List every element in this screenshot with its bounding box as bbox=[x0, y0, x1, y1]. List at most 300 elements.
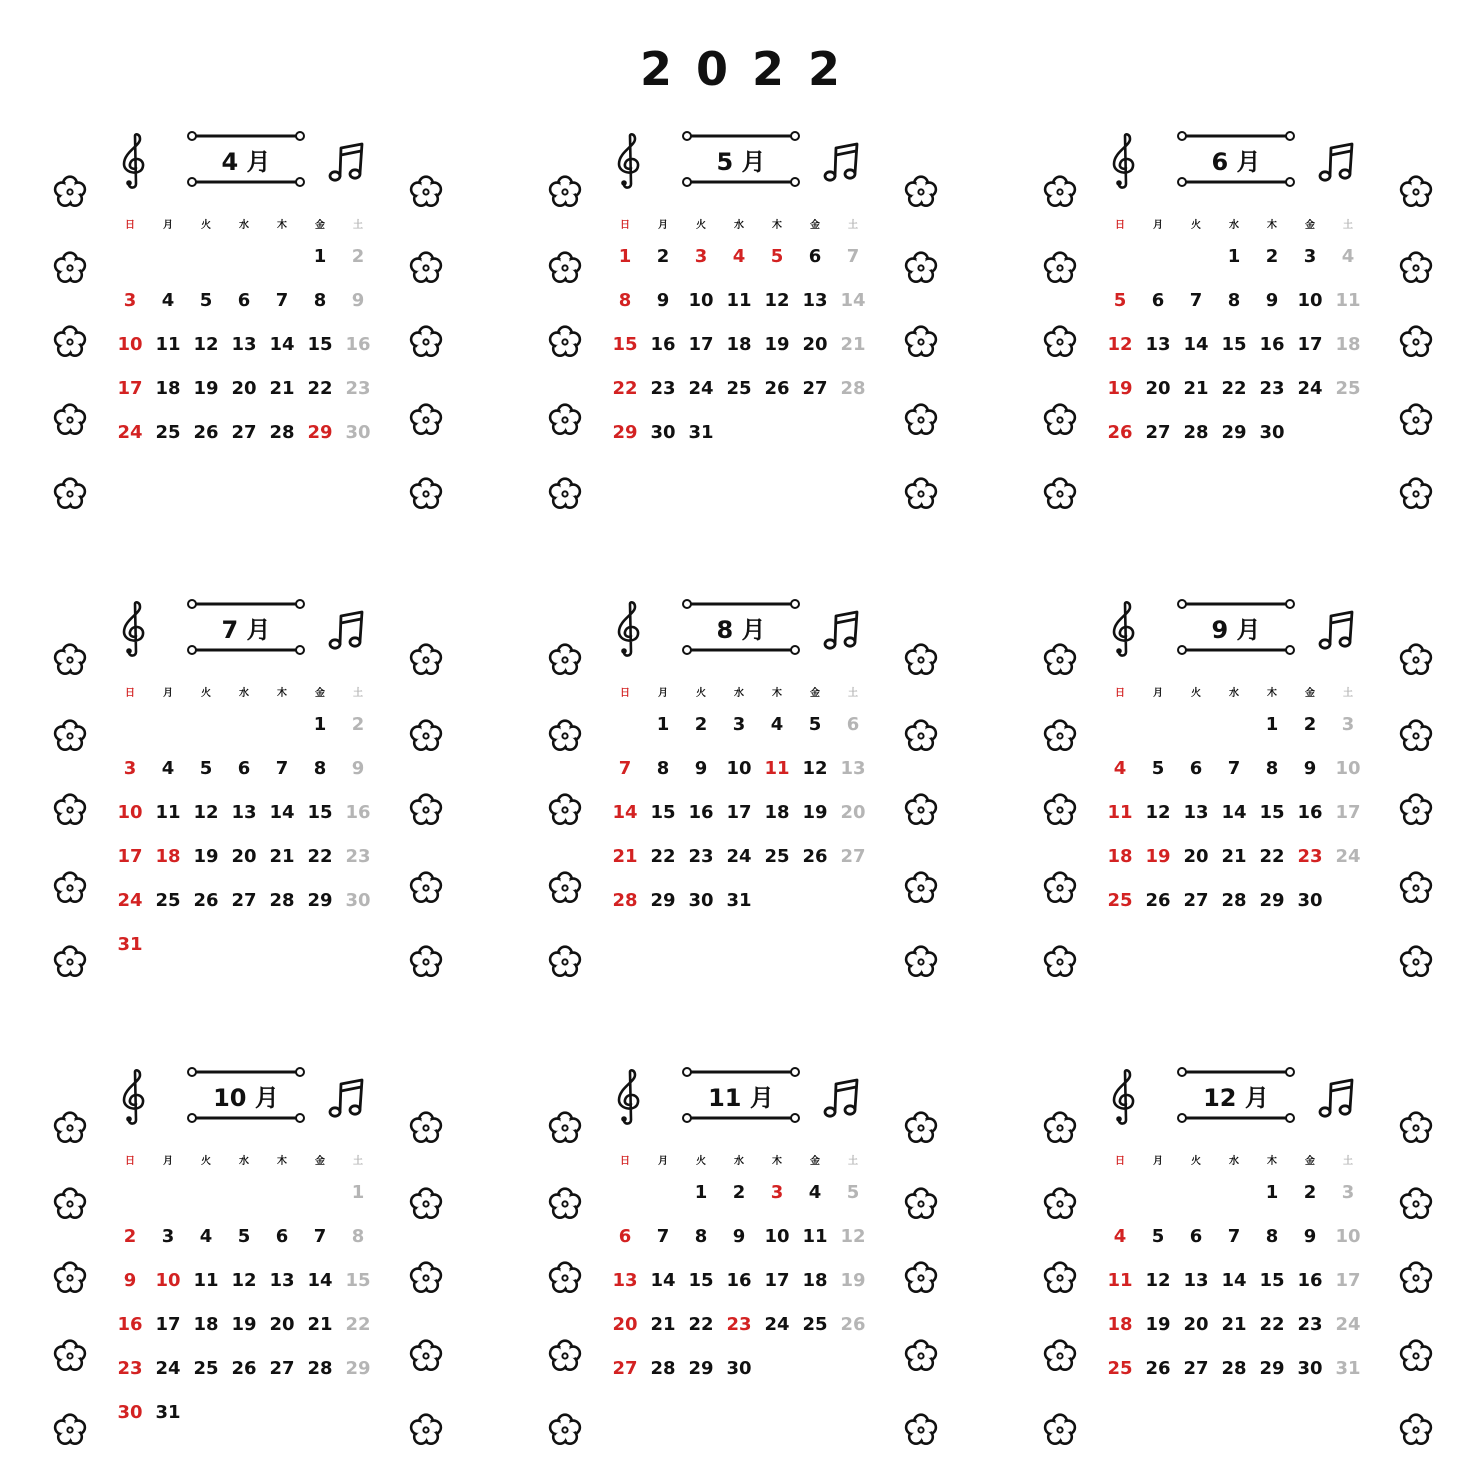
day-cell: 9 bbox=[1303, 1226, 1317, 1247]
treble-clef-icon bbox=[1106, 600, 1142, 660]
flower-icon bbox=[547, 642, 583, 678]
day-cell: 8 bbox=[313, 290, 327, 311]
day-cell: 22 bbox=[1259, 846, 1285, 867]
day-cell: 26 bbox=[193, 422, 219, 443]
day-cell: 30 bbox=[1297, 890, 1323, 911]
weekday-label: 火 bbox=[1191, 220, 1201, 231]
treble-clef-icon bbox=[1106, 132, 1142, 192]
day-cell: 18 bbox=[802, 1270, 828, 1291]
flower-icon bbox=[1398, 324, 1434, 360]
flower-icon bbox=[1398, 1260, 1434, 1296]
day-cell: 6 bbox=[808, 246, 822, 267]
day-cell: 7 bbox=[1189, 290, 1203, 311]
day-cell: 18 bbox=[764, 802, 790, 823]
day-cell: 13 bbox=[612, 1270, 638, 1291]
day-cell: 12 bbox=[764, 290, 790, 311]
year-title: 2022 bbox=[639, 42, 865, 96]
day-cell: 8 bbox=[313, 758, 327, 779]
day-cell: 21 bbox=[269, 846, 295, 867]
flower-icon bbox=[52, 250, 88, 286]
day-cell: 2 bbox=[351, 246, 365, 267]
flower-icon bbox=[408, 250, 444, 286]
day-cell: 26 bbox=[840, 1314, 866, 1335]
day-cell: 2 bbox=[656, 246, 670, 267]
flower-icon bbox=[1042, 402, 1078, 438]
flower-icon bbox=[52, 1260, 88, 1296]
day-cell: 14 bbox=[840, 290, 866, 311]
day-cell: 27 bbox=[1183, 890, 1209, 911]
flower-icon bbox=[52, 1338, 88, 1374]
day-cell: 13 bbox=[231, 334, 257, 355]
title-rule-line bbox=[186, 644, 306, 656]
weekday-label: 日 bbox=[620, 688, 630, 699]
day-cell: 31 bbox=[117, 934, 143, 955]
day-cell: 28 bbox=[1183, 422, 1209, 443]
day-cell: 25 bbox=[193, 1358, 219, 1379]
day-cell: 6 bbox=[1151, 290, 1165, 311]
day-cell: 23 bbox=[726, 1314, 752, 1335]
day-cell: 25 bbox=[1107, 1358, 1133, 1379]
day-cell: 1 bbox=[694, 1182, 708, 1203]
day-cell: 26 bbox=[1145, 890, 1171, 911]
day-cell: 1 bbox=[1265, 714, 1279, 735]
beamed-notes-icon bbox=[821, 1076, 865, 1122]
day-cell: 4 bbox=[770, 714, 784, 735]
weekday-label: 土 bbox=[848, 220, 858, 231]
day-cell: 18 bbox=[155, 378, 181, 399]
weekday-label: 木 bbox=[1267, 688, 1277, 699]
month-title: 5 月 bbox=[716, 148, 766, 176]
day-cell: 5 bbox=[199, 758, 213, 779]
month-title: 6 月 bbox=[1211, 148, 1261, 176]
day-cell: 29 bbox=[307, 890, 333, 911]
weekday-label: 水 bbox=[734, 220, 744, 231]
title-rule-line bbox=[186, 598, 306, 610]
day-cell: 8 bbox=[1227, 290, 1241, 311]
day-cell: 4 bbox=[1113, 1226, 1127, 1247]
day-cell: 14 bbox=[1221, 802, 1247, 823]
day-cell: 22 bbox=[1259, 1314, 1285, 1335]
day-cell: 2 bbox=[1265, 246, 1279, 267]
weekday-label: 日 bbox=[620, 220, 630, 231]
month-title: 12 月 bbox=[1203, 1084, 1269, 1112]
day-cell: 15 bbox=[307, 802, 333, 823]
day-cell: 23 bbox=[345, 378, 371, 399]
flower-icon bbox=[1398, 870, 1434, 906]
day-cell: 22 bbox=[688, 1314, 714, 1335]
day-cell: 17 bbox=[117, 846, 143, 867]
day-cell: 16 bbox=[650, 334, 676, 355]
day-cell: 4 bbox=[732, 246, 746, 267]
weekday-label: 水 bbox=[239, 220, 249, 231]
day-cell: 28 bbox=[307, 1358, 333, 1379]
month-block bbox=[545, 598, 945, 998]
flower-icon bbox=[1398, 402, 1434, 438]
day-cell: 27 bbox=[802, 378, 828, 399]
day-cell: 22 bbox=[612, 378, 638, 399]
day-cell: 14 bbox=[612, 802, 638, 823]
day-cell: 2 bbox=[1303, 1182, 1317, 1203]
flower-icon bbox=[1398, 792, 1434, 828]
title-rule-line bbox=[186, 176, 306, 188]
day-cell: 21 bbox=[1221, 1314, 1247, 1335]
day-cell: 31 bbox=[1335, 1358, 1361, 1379]
flower-icon bbox=[903, 402, 939, 438]
day-cell: 18 bbox=[193, 1314, 219, 1335]
day-cell: 8 bbox=[618, 290, 632, 311]
day-cell: 2 bbox=[1303, 714, 1317, 735]
weekday-label: 金 bbox=[315, 220, 325, 231]
day-cell: 21 bbox=[1221, 846, 1247, 867]
day-cell: 26 bbox=[1107, 422, 1133, 443]
day-cell: 21 bbox=[650, 1314, 676, 1335]
day-cell: 9 bbox=[351, 758, 365, 779]
day-cell: 3 bbox=[694, 246, 708, 267]
day-cell: 23 bbox=[688, 846, 714, 867]
flower-icon bbox=[408, 402, 444, 438]
title-rule-line bbox=[681, 1066, 801, 1078]
day-cell: 28 bbox=[612, 890, 638, 911]
day-cell: 6 bbox=[846, 714, 860, 735]
day-cell: 27 bbox=[231, 890, 257, 911]
flower-icon bbox=[1398, 718, 1434, 754]
flower-icon bbox=[903, 1110, 939, 1146]
day-cell: 10 bbox=[726, 758, 752, 779]
day-cell: 10 bbox=[117, 802, 143, 823]
flower-icon bbox=[1042, 1186, 1078, 1222]
day-cell: 8 bbox=[1265, 1226, 1279, 1247]
day-cell: 18 bbox=[1107, 846, 1133, 867]
day-cell: 25 bbox=[764, 846, 790, 867]
month-title: 10 月 bbox=[213, 1084, 279, 1112]
month-block bbox=[1040, 1066, 1440, 1466]
day-cell: 4 bbox=[808, 1182, 822, 1203]
day-cell: 30 bbox=[1259, 422, 1285, 443]
flower-icon bbox=[1398, 944, 1434, 980]
weekday-label: 月 bbox=[1153, 1156, 1163, 1167]
day-cell: 15 bbox=[1221, 334, 1247, 355]
day-cell: 22 bbox=[345, 1314, 371, 1335]
day-cell: 5 bbox=[770, 246, 784, 267]
day-cell: 23 bbox=[1297, 1314, 1323, 1335]
day-cell: 31 bbox=[726, 890, 752, 911]
weekday-label: 金 bbox=[315, 1156, 325, 1167]
day-cell: 9 bbox=[732, 1226, 746, 1247]
flower-icon bbox=[1042, 1338, 1078, 1374]
flower-icon bbox=[1042, 476, 1078, 512]
treble-clef-icon bbox=[116, 1068, 152, 1128]
flower-icon bbox=[1398, 1412, 1434, 1448]
day-cell: 30 bbox=[345, 422, 371, 443]
day-cell: 10 bbox=[155, 1270, 181, 1291]
day-cell: 12 bbox=[802, 758, 828, 779]
day-cell: 10 bbox=[688, 290, 714, 311]
day-cell: 23 bbox=[1297, 846, 1323, 867]
day-cell: 26 bbox=[802, 846, 828, 867]
day-cell: 18 bbox=[1107, 1314, 1133, 1335]
day-cell: 25 bbox=[726, 378, 752, 399]
flower-icon bbox=[408, 944, 444, 980]
title-rule-line bbox=[681, 1112, 801, 1124]
day-cell: 29 bbox=[1259, 890, 1285, 911]
flower-icon bbox=[408, 1260, 444, 1296]
flower-icon bbox=[547, 792, 583, 828]
day-cell: 28 bbox=[1221, 1358, 1247, 1379]
flower-icon bbox=[1042, 642, 1078, 678]
flower-icon bbox=[903, 1338, 939, 1374]
day-cell: 1 bbox=[1227, 246, 1241, 267]
flower-icon bbox=[547, 402, 583, 438]
day-cell: 11 bbox=[155, 802, 181, 823]
title-rule-line bbox=[681, 176, 801, 188]
weekday-label: 月 bbox=[163, 688, 173, 699]
flower-icon bbox=[408, 1186, 444, 1222]
day-cell: 11 bbox=[1107, 1270, 1133, 1291]
flower-icon bbox=[903, 870, 939, 906]
day-cell: 29 bbox=[1259, 1358, 1285, 1379]
weekday-label: 火 bbox=[696, 1156, 706, 1167]
flower-icon bbox=[903, 1186, 939, 1222]
beamed-notes-icon bbox=[821, 140, 865, 186]
weekday-label: 金 bbox=[1305, 1156, 1315, 1167]
day-cell: 20 bbox=[1183, 1314, 1209, 1335]
month-block bbox=[50, 598, 450, 998]
weekday-label: 水 bbox=[1229, 220, 1239, 231]
day-cell: 25 bbox=[155, 890, 181, 911]
beamed-notes-icon bbox=[326, 140, 370, 186]
day-cell: 11 bbox=[764, 758, 790, 779]
day-cell: 16 bbox=[345, 802, 371, 823]
flower-icon bbox=[547, 1110, 583, 1146]
day-cell: 8 bbox=[351, 1226, 365, 1247]
flower-icon bbox=[547, 1338, 583, 1374]
day-cell: 12 bbox=[840, 1226, 866, 1247]
day-cell: 2 bbox=[732, 1182, 746, 1203]
day-cell: 27 bbox=[1183, 1358, 1209, 1379]
weekday-label: 月 bbox=[163, 1156, 173, 1167]
day-cell: 29 bbox=[688, 1358, 714, 1379]
month-block bbox=[50, 1066, 450, 1466]
month-block bbox=[1040, 598, 1440, 998]
day-cell: 17 bbox=[726, 802, 752, 823]
day-cell: 20 bbox=[269, 1314, 295, 1335]
day-cell: 4 bbox=[199, 1226, 213, 1247]
flower-icon bbox=[52, 324, 88, 360]
weekday-label: 日 bbox=[125, 1156, 135, 1167]
day-cell: 28 bbox=[1221, 890, 1247, 911]
weekday-label: 土 bbox=[353, 688, 363, 699]
day-cell: 27 bbox=[269, 1358, 295, 1379]
day-cell: 26 bbox=[193, 890, 219, 911]
title-rule-line bbox=[186, 1066, 306, 1078]
treble-clef-icon bbox=[116, 600, 152, 660]
day-cell: 14 bbox=[1183, 334, 1209, 355]
day-cell: 11 bbox=[726, 290, 752, 311]
day-cell: 19 bbox=[1145, 1314, 1171, 1335]
flower-icon bbox=[547, 944, 583, 980]
day-cell: 19 bbox=[1107, 378, 1133, 399]
day-cell: 24 bbox=[1297, 378, 1323, 399]
weekday-label: 土 bbox=[1343, 1156, 1353, 1167]
day-cell: 5 bbox=[1151, 1226, 1165, 1247]
flower-icon bbox=[903, 324, 939, 360]
day-cell: 3 bbox=[770, 1182, 784, 1203]
weekday-label: 金 bbox=[1305, 220, 1315, 231]
flower-icon bbox=[903, 718, 939, 754]
day-cell: 19 bbox=[193, 846, 219, 867]
weekday-label: 木 bbox=[772, 1156, 782, 1167]
weekday-label: 金 bbox=[1305, 688, 1315, 699]
flower-icon bbox=[52, 718, 88, 754]
day-cell: 25 bbox=[1107, 890, 1133, 911]
weekday-label: 土 bbox=[1343, 220, 1353, 231]
day-cell: 24 bbox=[1335, 846, 1361, 867]
day-cell: 29 bbox=[650, 890, 676, 911]
day-cell: 2 bbox=[694, 714, 708, 735]
day-cell: 30 bbox=[1297, 1358, 1323, 1379]
weekday-label: 月 bbox=[1153, 688, 1163, 699]
flower-icon bbox=[52, 174, 88, 210]
day-cell: 10 bbox=[1335, 758, 1361, 779]
day-cell: 4 bbox=[1341, 246, 1355, 267]
day-cell: 2 bbox=[351, 714, 365, 735]
day-cell: 15 bbox=[1259, 1270, 1285, 1291]
weekday-label: 月 bbox=[658, 688, 668, 699]
day-cell: 21 bbox=[307, 1314, 333, 1335]
day-cell: 5 bbox=[808, 714, 822, 735]
flower-icon bbox=[903, 1260, 939, 1296]
month-title: 8 月 bbox=[716, 616, 766, 644]
title-rule-line bbox=[1176, 130, 1296, 142]
day-cell: 29 bbox=[307, 422, 333, 443]
day-cell: 3 bbox=[1303, 246, 1317, 267]
flower-icon bbox=[52, 1186, 88, 1222]
day-cell: 16 bbox=[1259, 334, 1285, 355]
day-cell: 11 bbox=[193, 1270, 219, 1291]
treble-clef-icon bbox=[611, 600, 647, 660]
day-cell: 21 bbox=[840, 334, 866, 355]
flower-icon bbox=[1398, 1110, 1434, 1146]
day-cell: 7 bbox=[313, 1226, 327, 1247]
flower-icon bbox=[1398, 250, 1434, 286]
day-cell: 7 bbox=[275, 758, 289, 779]
day-cell: 9 bbox=[694, 758, 708, 779]
weekday-label: 金 bbox=[810, 220, 820, 231]
weekday-label: 日 bbox=[1115, 220, 1125, 231]
day-cell: 3 bbox=[1341, 1182, 1355, 1203]
beamed-notes-icon bbox=[326, 608, 370, 654]
day-cell: 29 bbox=[1221, 422, 1247, 443]
day-cell: 27 bbox=[612, 1358, 638, 1379]
flower-icon bbox=[547, 250, 583, 286]
day-cell: 6 bbox=[1189, 758, 1203, 779]
day-cell: 1 bbox=[656, 714, 670, 735]
day-cell: 17 bbox=[764, 1270, 790, 1291]
day-cell: 1 bbox=[618, 246, 632, 267]
weekday-label: 土 bbox=[1343, 688, 1353, 699]
day-cell: 23 bbox=[117, 1358, 143, 1379]
day-cell: 29 bbox=[612, 422, 638, 443]
weekday-label: 水 bbox=[734, 688, 744, 699]
flower-icon bbox=[1042, 718, 1078, 754]
flower-icon bbox=[903, 174, 939, 210]
flower-icon bbox=[408, 792, 444, 828]
weekday-label: 木 bbox=[1267, 220, 1277, 231]
weekday-label: 木 bbox=[277, 220, 287, 231]
day-cell: 4 bbox=[1113, 758, 1127, 779]
day-cell: 16 bbox=[117, 1314, 143, 1335]
flower-icon bbox=[903, 944, 939, 980]
month-block bbox=[50, 130, 450, 530]
flower-icon bbox=[52, 642, 88, 678]
title-rule-line bbox=[681, 644, 801, 656]
day-cell: 24 bbox=[764, 1314, 790, 1335]
flower-icon bbox=[1042, 944, 1078, 980]
day-cell: 18 bbox=[1335, 334, 1361, 355]
day-cell: 30 bbox=[650, 422, 676, 443]
day-cell: 4 bbox=[161, 758, 175, 779]
day-cell: 24 bbox=[117, 422, 143, 443]
flower-icon bbox=[1042, 1260, 1078, 1296]
day-cell: 15 bbox=[345, 1270, 371, 1291]
beamed-notes-icon bbox=[1316, 140, 1360, 186]
flower-icon bbox=[1042, 324, 1078, 360]
day-cell: 20 bbox=[612, 1314, 638, 1335]
day-cell: 4 bbox=[161, 290, 175, 311]
weekday-label: 火 bbox=[201, 220, 211, 231]
weekday-label: 金 bbox=[315, 688, 325, 699]
day-cell: 27 bbox=[840, 846, 866, 867]
day-cell: 11 bbox=[1335, 290, 1361, 311]
day-cell: 17 bbox=[117, 378, 143, 399]
title-rule-line bbox=[681, 598, 801, 610]
flower-icon bbox=[408, 476, 444, 512]
day-cell: 7 bbox=[275, 290, 289, 311]
flower-icon bbox=[547, 870, 583, 906]
day-cell: 13 bbox=[840, 758, 866, 779]
day-cell: 29 bbox=[345, 1358, 371, 1379]
flower-icon bbox=[408, 718, 444, 754]
day-cell: 21 bbox=[269, 378, 295, 399]
flower-icon bbox=[1398, 174, 1434, 210]
day-cell: 21 bbox=[1183, 378, 1209, 399]
flower-icon bbox=[52, 792, 88, 828]
title-rule-line bbox=[1176, 1066, 1296, 1078]
day-cell: 3 bbox=[161, 1226, 175, 1247]
weekday-label: 水 bbox=[1229, 688, 1239, 699]
day-cell: 15 bbox=[612, 334, 638, 355]
flower-icon bbox=[408, 870, 444, 906]
day-cell: 16 bbox=[726, 1270, 752, 1291]
day-cell: 20 bbox=[1183, 846, 1209, 867]
day-cell: 28 bbox=[269, 890, 295, 911]
day-cell: 13 bbox=[1183, 802, 1209, 823]
title-rule-line bbox=[1176, 1112, 1296, 1124]
day-cell: 9 bbox=[1265, 290, 1279, 311]
day-cell: 9 bbox=[1303, 758, 1317, 779]
month-title: 9 月 bbox=[1211, 616, 1261, 644]
weekday-label: 土 bbox=[848, 688, 858, 699]
flower-icon bbox=[903, 1412, 939, 1448]
flower-icon bbox=[1042, 1412, 1078, 1448]
flower-icon bbox=[408, 1110, 444, 1146]
day-cell: 31 bbox=[155, 1402, 181, 1423]
weekday-label: 日 bbox=[620, 1156, 630, 1167]
day-cell: 19 bbox=[1145, 846, 1171, 867]
flower-icon bbox=[547, 476, 583, 512]
day-cell: 22 bbox=[1221, 378, 1247, 399]
day-cell: 15 bbox=[688, 1270, 714, 1291]
